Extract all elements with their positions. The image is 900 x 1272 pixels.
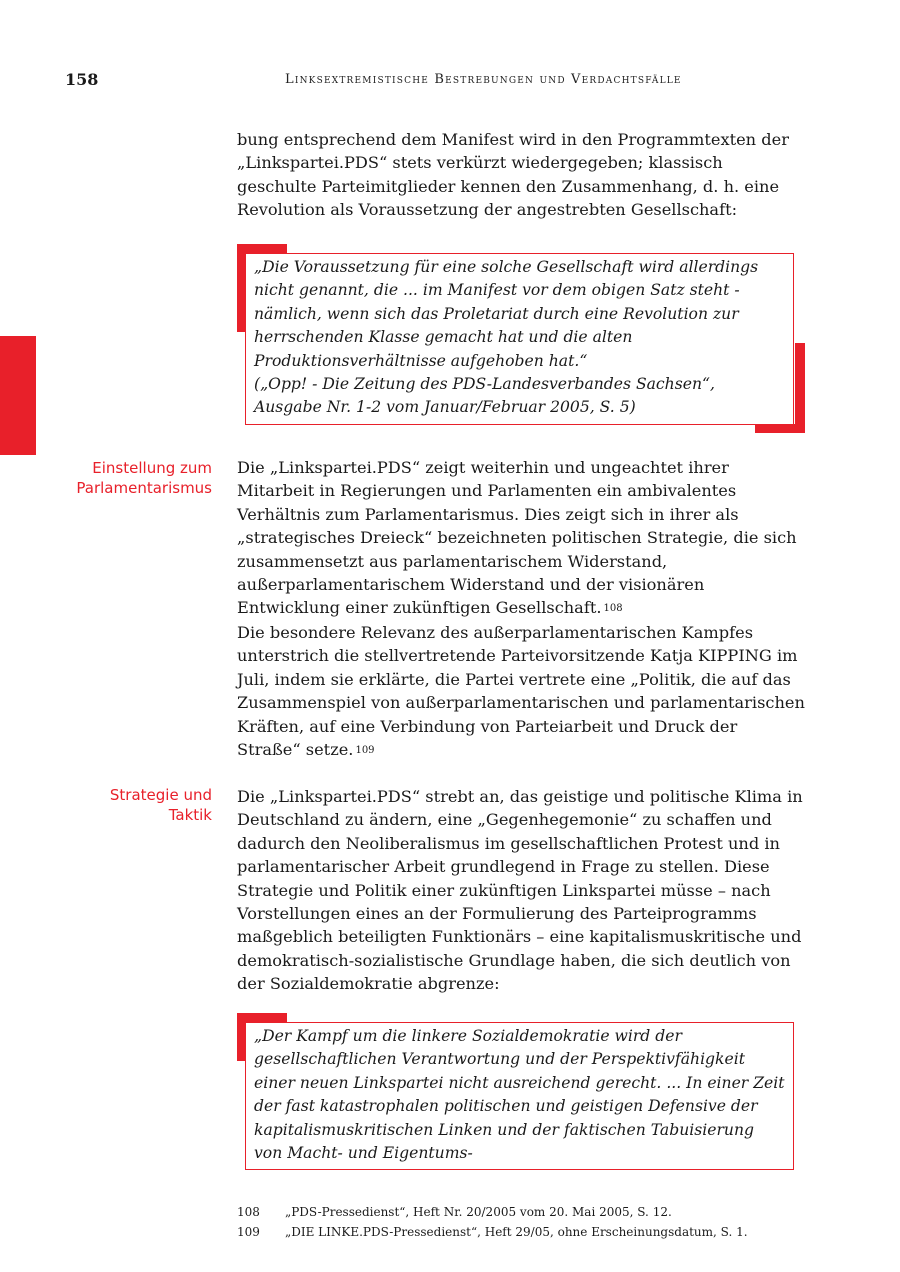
quote-text: „Die Voraussetzung für eine solche Gesellschaft wird allerdings nicht genannt, die ... im Manifest vor dem obigen Satz steht - nämlich, wenn sich das Proletariat durch eine Revolution zur herrschenden Klasse gemacht hat und die alten Produktionsverhältnisse aufgehoben hat.“ (254, 258, 759, 370)
paragraph-text: Die besondere Relevanz des außerparlamentarischen Kampfes unterstrich die stellvertretende Parteivorsitzende Katja KIPPING im Juli, indem sie erklärte, die Partei vertrete eine „Politik, die auf das Zusammenspiel von außerparlamentarischen und parlamentarischen Kräften, auf eine Verbindung von Parteiarbeit und Druck der Straße“ setze. (237, 623, 805, 760)
body-paragraph-4 (237, 785, 805, 996)
footnotes (237, 1202, 837, 1242)
paragraph-text: Die „Linkspartei.PDS“ strebt an, das geistige und politische Klima in Deutschland zu ändern, eine „Gegenhegemonie“ zu schaffen und dadurch den Neoliberalismus im gesellschaftlichen Protest und in parlamentarischer Arbeit grundlegend in Frage zu stellen. Diese Strategie und Politik einer zukünftigen Linkspartei müsse – nach Vorstellungen eines an der Formulierung des Parteiprogramms maßgeblich beteiligten Funktionärs – eine kapitalismuskritische und demokratisch-sozialistische Grundlage haben, die sich deutlich von der Sozialdemokratie abgrenze: (237, 787, 803, 994)
quote-box-1 (245, 253, 794, 425)
body-paragraph-1 (237, 128, 805, 222)
margin-note-line: Einstellung zum (92, 459, 212, 477)
quote-text: „Der Kampf um die linkere Sozialdemokratie wird der gesellschaftlichen Verantwortung und der Perspektivfähigkeit einer neuen Linkspartei nicht ausreichend gerecht. ... In einer Zeit der fast katastrophalen politischen und geistigen Defensive der kapitalismuskritischen Linken und der faktischen Tabuisierung von Macht- und Eigentums- (254, 1027, 785, 1163)
footnote-number: 109 (237, 1225, 260, 1239)
margin-note-line: Parlamentarismus (76, 479, 212, 497)
body-paragraph-3 (237, 621, 805, 762)
footnote-number: 108 (237, 1205, 260, 1219)
body-paragraph-2 (237, 456, 805, 621)
footnote-ref: 109 (355, 745, 375, 757)
running-head: Linksextremistische Bestrebungen und Verdachtsfälle (285, 72, 682, 87)
page-number: 158 (65, 70, 99, 89)
margin-note-line: Taktik (168, 806, 212, 824)
quote-accent-bottom (755, 424, 805, 433)
margin-note-line: Strategie und (109, 786, 212, 804)
footnote-text: „DIE LINKE.PDS-Pressedienst“, Heft 29/05, ohne Erscheinungsdatum, S. 1. (285, 1225, 748, 1239)
footnote-108 (237, 1202, 837, 1222)
side-tab-marker (0, 336, 36, 455)
footnote-109 (237, 1222, 837, 1242)
paragraph-text: bung entsprechend dem Manifest wird in den Programmtexten der „Linkspartei.PDS“ stets verkürzt wiedergegeben; klassisch geschulte Parteimitglieder kennen den Zusammenhang, d. h. eine Revolution als Voraussetzung der angestrebten Gesellschaft: (237, 130, 789, 220)
quote-source: („Opp! - Die Zeitung des PDS-Landesverbandes Sachsen“, Ausgabe Nr. 1-2 vom Januar/Februar 2005, S. 5) (254, 375, 715, 417)
footnote-ref: 108 (603, 603, 623, 615)
quote-box-2 (245, 1022, 794, 1170)
margin-note-strategie (32, 785, 212, 825)
footnote-text: „PDS-Pressedienst“, Heft Nr. 20/2005 vom 20. Mai 2005, S. 12. (285, 1205, 672, 1219)
quote-accent-right (795, 343, 805, 433)
paragraph-text: Die „Linkspartei.PDS“ zeigt weiterhin und ungeachtet ihrer Mitarbeit in Regierungen und Parlamenten ein ambivalentes Verhältnis zum Parlamentarismus. Dies zeigt sich in ihrer als „strategisches Dreieck“ bezeichneten politischen Strategie, die sich zusammensetzt aus parlamentarischem Widerstand, außerparlamentarischem Widerstand und der visionären Entwicklung einer zukünftigen Gesellschaft. (237, 458, 797, 618)
margin-note-parlamentarismus (32, 458, 212, 498)
